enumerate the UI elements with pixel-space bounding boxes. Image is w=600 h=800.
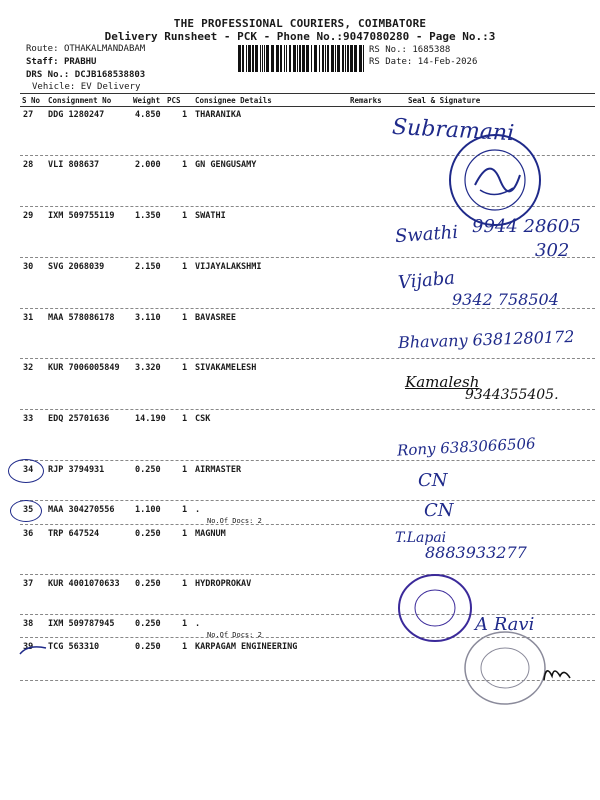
barcode-bar xyxy=(359,45,362,72)
row-consignment-no: IXM 509787945 xyxy=(48,619,115,629)
row-weight: 2.000 xyxy=(135,160,161,170)
row-consignment-no: KUR 7006005849 xyxy=(48,363,120,373)
row-weight: 0.250 xyxy=(135,642,161,652)
mark-row-34: CN xyxy=(418,470,448,491)
phone-row-32: 9344355405. xyxy=(465,387,559,403)
row-sno: 35 xyxy=(23,505,34,515)
barcode-bar xyxy=(248,45,251,72)
barcode-bar xyxy=(342,45,344,72)
row-consignee: CSK xyxy=(195,414,211,424)
rs-no-label: RS No.: xyxy=(369,45,407,55)
col-signature-header: Seal & Signature xyxy=(408,96,481,105)
barcode-bar xyxy=(289,45,291,72)
barcode-bar xyxy=(311,45,312,72)
row-sno: 28 xyxy=(23,160,34,170)
barcode-bar xyxy=(284,45,285,72)
staff-label: Staff: xyxy=(26,57,59,67)
vehicle-label: Vehicle: xyxy=(32,82,76,92)
barcode-bar xyxy=(306,45,309,72)
row-sno: 33 xyxy=(23,414,34,424)
barcode-bar xyxy=(314,45,317,72)
row-weight: 0.250 xyxy=(135,465,161,475)
route-value: OTHAKALMANDABAM xyxy=(63,44,146,54)
col-remarks-header: Remarks xyxy=(350,96,382,105)
row-weight: 0.250 xyxy=(135,529,161,539)
circle-mark-34 xyxy=(8,459,44,483)
staff-line xyxy=(26,57,96,67)
barcode-image xyxy=(238,45,366,72)
row-divider xyxy=(20,358,595,359)
barcode-bar xyxy=(271,45,274,72)
drs-label: DRS No.: xyxy=(26,70,70,80)
drs-value: DCJB168538803 xyxy=(74,70,146,80)
row-divider xyxy=(20,500,595,501)
row-consignment-no: KUR 4001070633 xyxy=(48,579,120,589)
row-consignee: SWATHI xyxy=(195,211,226,221)
rs-date-value: 14-Feb-2026 xyxy=(417,57,478,67)
row-pcs: 1 xyxy=(182,211,188,221)
document-subtitle: Delivery Runsheet - PCK - Phone No.:9047080280 - Page No.:3 xyxy=(104,30,496,43)
row-sno: 30 xyxy=(23,262,34,272)
barcode-bar xyxy=(302,45,305,72)
row-pcs: 1 xyxy=(182,642,188,652)
barcode-bar xyxy=(347,45,349,72)
header-top-rule xyxy=(20,93,595,94)
row-divider xyxy=(20,524,595,525)
barcode-bar xyxy=(242,45,244,72)
barcode-bar xyxy=(255,45,258,72)
row-weight: 1.350 xyxy=(135,211,161,221)
note-row-29: 302 xyxy=(535,240,570,261)
phone-row-30: 9342 758504 xyxy=(452,290,559,309)
barcode-bar xyxy=(325,45,326,72)
row-consignee: . xyxy=(195,619,201,629)
college-round-stamp-icon xyxy=(460,628,550,708)
circle-mark-35 xyxy=(10,500,42,522)
barcode-bar xyxy=(299,45,301,72)
row-sno: 31 xyxy=(23,313,34,323)
row-sno: 37 xyxy=(23,579,34,589)
row-consignee: MAGNUM xyxy=(195,529,226,539)
barcode-bar xyxy=(264,45,265,72)
row-divider xyxy=(20,257,595,258)
row-weight: 1.100 xyxy=(135,505,161,515)
row-weight: 0.250 xyxy=(135,579,161,589)
row-sno: 29 xyxy=(23,211,34,221)
row-pcs: 1 xyxy=(182,619,188,629)
signature-row-33: Rony 6383066506 xyxy=(396,434,537,460)
row-consignee: GN GENGUSAMY xyxy=(195,160,257,170)
barcode-bar xyxy=(337,45,340,72)
signature-row-38: A Ravi xyxy=(475,614,535,635)
barcode-bar xyxy=(266,45,269,72)
phone-row-29: 9944 28605 xyxy=(472,216,581,237)
row-pcs: 1 xyxy=(182,363,188,373)
barcode-bar xyxy=(246,45,247,72)
row-consignee: AIRMASTER xyxy=(195,465,242,475)
tick-mark-39-icon xyxy=(18,642,48,660)
row-sno: 38 xyxy=(23,619,34,629)
row-sno: 36 xyxy=(23,529,34,539)
row-consignee: BAVASREE xyxy=(195,313,236,323)
barcode-bar xyxy=(354,45,357,72)
row-sno: 27 xyxy=(23,110,34,120)
row-consignment-no: SVG 2068039 xyxy=(48,262,105,272)
rs-no-line xyxy=(369,45,450,55)
row-weight: 3.110 xyxy=(135,313,161,323)
signature-row-32: Kamalesh xyxy=(405,373,480,391)
mark-row-35: CN xyxy=(424,500,454,521)
signature-row-27: Subramani xyxy=(391,114,515,147)
row-pcs: 1 xyxy=(182,579,188,589)
row-pcs: 1 xyxy=(182,505,188,515)
row-divider xyxy=(20,574,595,575)
barcode-bar xyxy=(293,45,296,72)
row-doc-count: No.Of Docs: 2 xyxy=(207,517,262,525)
row-consignee: . xyxy=(195,505,201,515)
barcode-bar xyxy=(262,45,263,72)
col-sno-header: S No xyxy=(22,96,41,105)
row-consignment-no: IXM 509755119 xyxy=(48,211,115,221)
signature-row-30: Vijaba xyxy=(397,267,456,294)
barcode-bar xyxy=(350,45,353,72)
row-consignment-no: VLI 808637 xyxy=(48,160,100,170)
drs-line xyxy=(26,70,145,80)
row-consignee: HYDROPROKAV xyxy=(195,579,252,589)
barcode-bar xyxy=(331,45,334,72)
barcode-bar xyxy=(238,45,241,72)
row-consignment-no: MAA 304270556 xyxy=(48,505,115,515)
row-weight: 14.190 xyxy=(135,414,166,424)
row-divider xyxy=(20,460,595,461)
row-consignee: VIJAYALAKSHMI xyxy=(195,262,262,272)
barcode-bar xyxy=(276,45,279,72)
vehicle-value: EV Delivery xyxy=(80,82,141,92)
row-consignment-no: DDG 1280247 xyxy=(48,110,105,120)
row-pcs: 1 xyxy=(182,313,188,323)
barcode-bar xyxy=(363,45,364,72)
row-doc-count: No.Of Docs: 2 xyxy=(207,631,262,639)
col-consignee-header: Consignee Details xyxy=(195,96,272,105)
round-stamp-icon xyxy=(445,130,545,230)
row-pcs: 1 xyxy=(182,262,188,272)
row-sno: 34 xyxy=(23,465,34,475)
signature-row-31: Bhavany 6381280172 xyxy=(397,326,575,353)
row-weight: 0.250 xyxy=(135,619,161,629)
row-consignment-no: TCG 563310 xyxy=(48,642,100,652)
col-pcs-header: PCS xyxy=(167,96,181,105)
rs-date-line xyxy=(369,57,477,67)
barcode-bar xyxy=(260,45,261,72)
rs-no-value: 1685388 xyxy=(412,45,451,55)
row-pcs: 1 xyxy=(182,529,188,539)
col-weight-header: Weight xyxy=(133,96,161,105)
row-weight: 2.150 xyxy=(135,262,161,272)
header-bottom-rule xyxy=(20,106,595,107)
row-weight: 4.850 xyxy=(135,110,161,120)
route-line xyxy=(26,44,145,54)
row-sno: 39 xyxy=(23,642,34,652)
row-sno: 32 xyxy=(23,363,34,373)
signature-row-36: T.Lapai xyxy=(395,530,447,546)
row-divider xyxy=(20,409,595,410)
document-title: THE PROFESSIONAL COURIERS, COIMBATORE xyxy=(173,17,427,30)
row-weight: 3.320 xyxy=(135,363,161,373)
phone-row-36: 8883933277 xyxy=(425,543,527,562)
rs-date-label: RS Date: xyxy=(369,57,413,67)
initials-signature-icon xyxy=(540,662,576,686)
row-consignment-no: EDQ 25701636 xyxy=(48,414,110,424)
row-pcs: 1 xyxy=(182,110,188,120)
row-pcs: 1 xyxy=(182,465,188,475)
row-pcs: 1 xyxy=(182,160,188,170)
route-label: Route: xyxy=(26,44,59,54)
barcode-bar xyxy=(327,45,329,72)
row-consignment-no: RJP 3794931 xyxy=(48,465,105,475)
row-consignee: THARANIKA xyxy=(195,110,242,120)
barcode-bar xyxy=(286,45,287,72)
row-consignee: KARPAGAM ENGINEERING xyxy=(195,642,298,652)
barcode-bar xyxy=(280,45,282,72)
signature-row-29: Swathi xyxy=(394,221,459,248)
barcode-bar xyxy=(252,45,254,72)
barcode-bar xyxy=(319,45,320,72)
row-pcs: 1 xyxy=(182,414,188,424)
row-consignee: SIVAKAMELESH xyxy=(195,363,257,373)
staff-value: PRABHU xyxy=(63,57,97,67)
barcode-bar xyxy=(345,45,346,72)
row-consignment-no: TRP 647524 xyxy=(48,529,100,539)
barcode-bar xyxy=(335,45,336,72)
row-consignment-no: MAA 578086178 xyxy=(48,313,115,323)
barcode-bar xyxy=(322,45,324,72)
vehicle-line xyxy=(32,82,140,92)
col-consignment-header: Consignment No xyxy=(48,96,112,105)
barcode-bar xyxy=(297,45,298,72)
